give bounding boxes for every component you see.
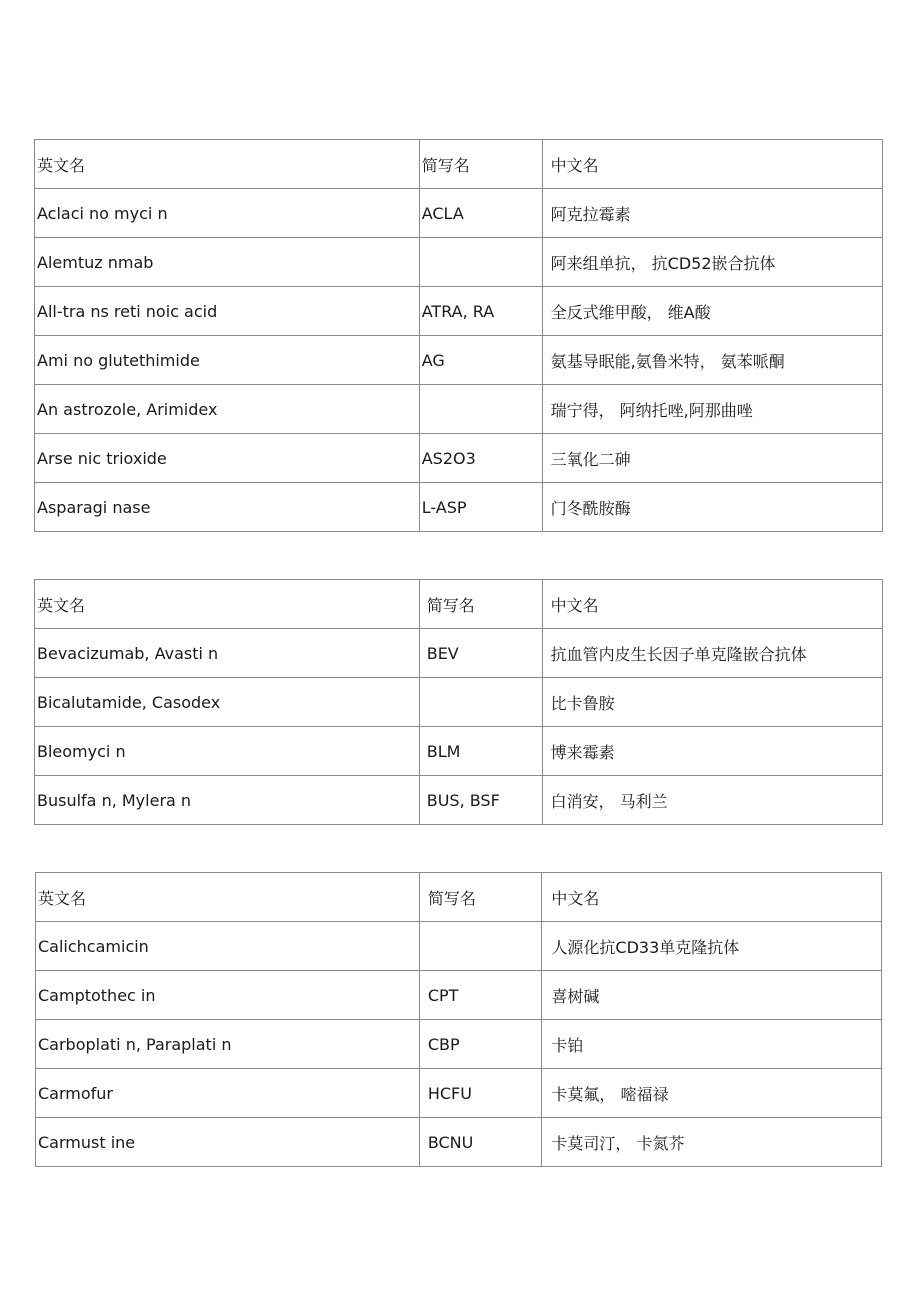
table-row — [36, 1020, 882, 1069]
abbreviation-cell — [419, 238, 542, 287]
table-row — [35, 727, 883, 776]
abbreviation-cell: L-ASP — [419, 483, 542, 532]
abbreviation-cell: ACLA — [419, 189, 542, 238]
table-header-row — [35, 580, 883, 629]
table-header-row — [35, 140, 883, 189]
drug-table-a — [34, 139, 883, 532]
english-name-cell: Camptothec in — [36, 971, 420, 1020]
table-row — [35, 189, 883, 238]
chinese-name-cell: 喜树碱 — [542, 971, 882, 1020]
abbreviation-cell: BCNU — [419, 1118, 542, 1167]
table-row — [35, 238, 883, 287]
table-header-row — [36, 873, 882, 922]
abbreviation-cell: BLM — [419, 727, 542, 776]
chinese-name-cell: 氨基导眠能,氨鲁米特， 氨苯哌酮 — [542, 336, 882, 385]
abbreviation-cell: CPT — [419, 971, 542, 1020]
header-abbreviation: 简写名 — [419, 580, 542, 629]
abbreviation-cell: HCFU — [419, 1069, 542, 1118]
table-row — [36, 971, 882, 1020]
table-row — [35, 483, 883, 532]
english-name-cell: Carboplati n, Paraplati n — [36, 1020, 420, 1069]
table-row — [35, 629, 883, 678]
chinese-name-cell: 门冬酰胺酶 — [542, 483, 882, 532]
chinese-name-cell: 白消安， 马利兰 — [542, 776, 882, 825]
table-row — [35, 385, 883, 434]
table-row — [36, 1118, 882, 1167]
english-name-cell: All-tra ns reti noic acid — [35, 287, 420, 336]
abbreviation-cell — [419, 678, 542, 727]
header-chinese-name: 中文名 — [542, 873, 882, 922]
english-name-cell: Busulfa n, Mylera n — [35, 776, 420, 825]
drug-table-b — [34, 579, 883, 825]
abbreviation-cell — [419, 922, 542, 971]
chinese-name-cell: 卡铂 — [542, 1020, 882, 1069]
english-name-cell: Aclaci no myci n — [35, 189, 420, 238]
header-abbreviation: 简写名 — [419, 873, 542, 922]
english-name-cell: Bevacizumab, Avasti n — [35, 629, 420, 678]
english-name-cell: Carmust ine — [36, 1118, 420, 1167]
english-name-cell: Bleomyci n — [35, 727, 420, 776]
abbreviation-cell — [419, 385, 542, 434]
abbreviation-cell: BEV — [419, 629, 542, 678]
header-english-name: 英文名 — [36, 873, 420, 922]
table-row — [35, 434, 883, 483]
header-abbreviation: 简写名 — [419, 140, 542, 189]
drug-table-c — [35, 872, 882, 1167]
abbreviation-cell: CBP — [419, 1020, 542, 1069]
chinese-name-cell: 阿克拉霉素 — [542, 189, 882, 238]
english-name-cell: Bicalutamide, Casodex — [35, 678, 420, 727]
english-name-cell: Alemtuz nmab — [35, 238, 420, 287]
chinese-name-cell: 三氧化二砷 — [542, 434, 882, 483]
abbreviation-cell: AS2O3 — [419, 434, 542, 483]
english-name-cell: Ami no glutethimide — [35, 336, 420, 385]
english-name-cell: Calichcamicin — [36, 922, 420, 971]
chinese-name-cell: 比卡鲁胺 — [542, 678, 882, 727]
english-name-cell: Asparagi nase — [35, 483, 420, 532]
chinese-name-cell: 人源化抗CD33单克隆抗体 — [542, 922, 882, 971]
table-row — [35, 776, 883, 825]
chinese-name-cell: 瑞宁得， 阿纳托唑,阿那曲唑 — [542, 385, 882, 434]
chinese-name-cell: 卡莫氟， 嘧福禄 — [542, 1069, 882, 1118]
chinese-name-cell: 全反式维甲酸， 维A酸 — [542, 287, 882, 336]
english-name-cell: Arse nic trioxide — [35, 434, 420, 483]
header-chinese-name: 中文名 — [542, 580, 882, 629]
table-row — [35, 287, 883, 336]
header-english-name: 英文名 — [35, 580, 420, 629]
table-row — [35, 678, 883, 727]
header-chinese-name: 中文名 — [542, 140, 882, 189]
chinese-name-cell: 阿来组单抗， 抗CD52嵌合抗体 — [542, 238, 882, 287]
chinese-name-cell: 卡莫司汀， 卡氮芥 — [542, 1118, 882, 1167]
abbreviation-cell: BUS, BSF — [419, 776, 542, 825]
table-row — [36, 1069, 882, 1118]
abbreviation-cell: ATRA, RA — [419, 287, 542, 336]
table-row — [36, 922, 882, 971]
english-name-cell: An astrozole, Arimidex — [35, 385, 420, 434]
abbreviation-cell: AG — [419, 336, 542, 385]
english-name-cell: Carmofur — [36, 1069, 420, 1118]
chinese-name-cell: 抗血管内皮生长因子单克隆嵌合抗体 — [542, 629, 882, 678]
table-row — [35, 336, 883, 385]
header-english-name: 英文名 — [35, 140, 420, 189]
chinese-name-cell: 博来霉素 — [542, 727, 882, 776]
